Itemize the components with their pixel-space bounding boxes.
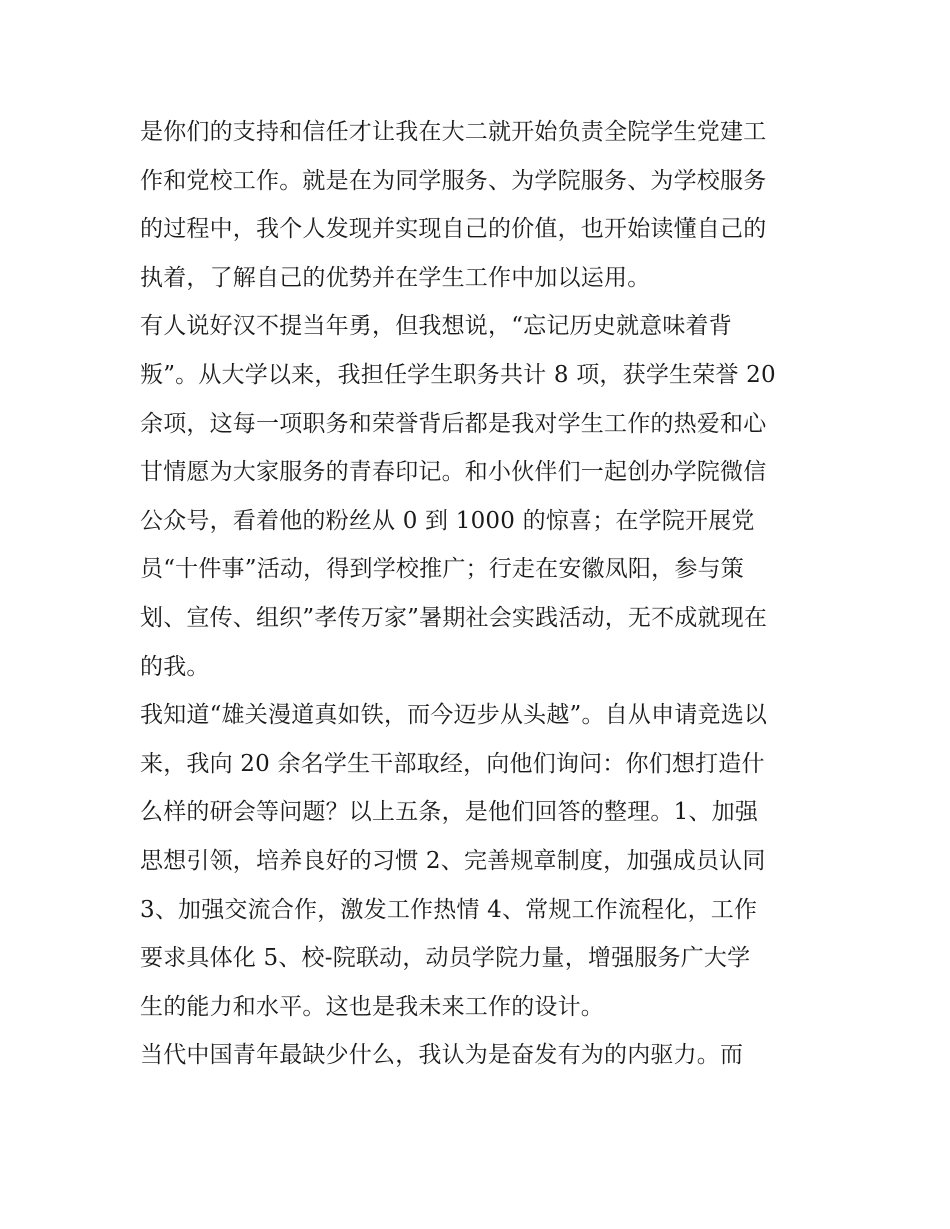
text-line: 叛”。从大学以来，我担任学生职务共计 8 项，获学生荣誉 20 [140, 361, 776, 388]
text-line: 当代中国青年最缺少什么，我认为是奋发有为的内驱力。而 [140, 1042, 744, 1069]
text-line: 划、宣传、组织”孝传万家”暑期社会实践活动，无不成就现在 [140, 604, 768, 631]
text-line: 执着，了解自己的优势并在学生工作中加以运用。 [140, 264, 651, 291]
text-line: 公众号，看着他的粉丝从 0 到 1000 的惊喜；在学院开展党 [140, 507, 755, 534]
text-line: 3、加强交流合作，激发工作热情 4、常规工作流程化，工作 [140, 896, 758, 923]
text-line: 么样的研会等问题？以上五条，是他们回答的整理。1、加强 [140, 799, 759, 826]
text-line: 要求具体化 5、校-院联动，动员学院力量，增强服务广大学 [140, 945, 751, 972]
text-line: 有人说好汉不提当年勇，但我想说，“忘记历史就意味着背 [140, 313, 732, 340]
text-line: 余项，这每一项职务和荣誉背后都是我对学生工作的热爱和心 [140, 410, 767, 437]
text-line: 作和党校工作。就是在为同学服务、为学院服务、为学校服务 [140, 167, 767, 194]
text-line: 来，我向 20 余名学生干部取经，向他们询问：你们想打造什 [140, 750, 765, 777]
text-line: 我知道“雄关漫道真如铁，而今迈步从头越”。自从申请竞选以 [140, 702, 768, 729]
text-line: 生的能力和水平。这也是我未来工作的设计。 [140, 993, 604, 1020]
text-line: 是你们的支持和信任才让我在大二就开始负责全院学生党建工 [140, 119, 767, 145]
text-line: 员“十件事”活动，得到学校推广；行走在安徽凤阳，参与策 [140, 556, 744, 583]
text-line: 的我。 [140, 653, 210, 680]
text-line: 的过程中，我个人发现并实现自己的价值，也开始读懂自己的 [140, 216, 767, 243]
document-body [140, 108, 820, 1080]
text-line: 甘情愿为大家服务的青春印记。和小伙伴们一起创办学院微信 [140, 459, 767, 486]
text-line: 思想引领，培养良好的习惯 2、完善规章制度，加强成员认同 [140, 847, 766, 874]
